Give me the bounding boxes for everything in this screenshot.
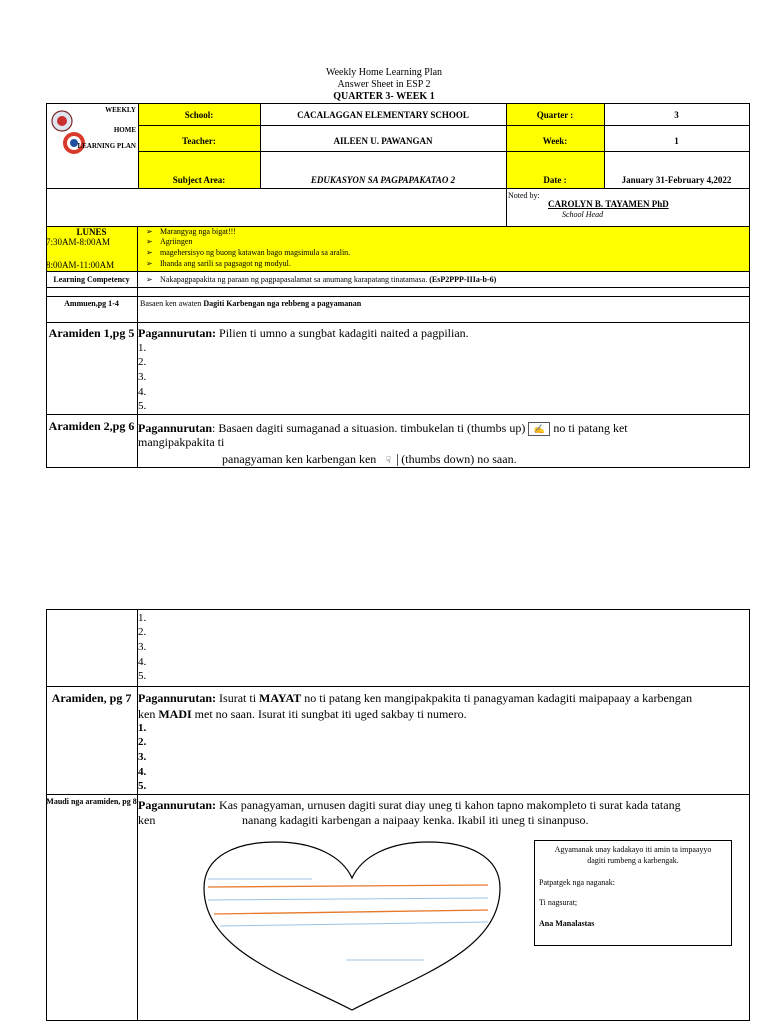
day-label: LUNES xyxy=(76,227,107,237)
aramiden1-instruction: Pagannurutan: Pilien ti umno a sungbat kadagiti naited a pagpilian. xyxy=(138,326,469,340)
school-head-title: School Head xyxy=(562,210,604,219)
maudi-instruction-cont: nanang kadagiti karbengan a naipaay kenka. Ikabil iti uneg ti sinanpuso. xyxy=(242,813,589,827)
header-line-1: Weekly Home Learning Plan xyxy=(325,67,443,78)
answer-number: 5. xyxy=(138,400,147,412)
heart-shape xyxy=(196,838,508,1014)
ammuen-text: Basaen ken awaten Dagiti Karbengan nga rebbeng a pagyamanan xyxy=(140,299,362,308)
subject-label: Subject Area: xyxy=(172,175,226,185)
answer-number: 1. xyxy=(138,342,147,354)
letter-line-2: dagiti rumbeng a karbengak. xyxy=(587,856,679,865)
letter-signature: Ana Manalastas xyxy=(539,919,595,928)
aramiden2-instruction-line3: panagyaman ken karbengan ken ☟ (thumbs down) no saan. xyxy=(222,452,517,466)
aramiden2-label: Aramiden 2,pg 6 xyxy=(48,419,135,433)
header-line-3: QUARTER 3- WEEK 1 xyxy=(333,91,435,102)
thumbs-down-icon: ☟ xyxy=(379,454,398,466)
header-line-2: Answer Sheet in ESP 2 xyxy=(337,79,431,90)
thumbs-up-icon: ✍ xyxy=(528,422,550,436)
logo-word-weekly: WEEKLY xyxy=(105,106,136,114)
answer-number: 2. xyxy=(138,356,147,368)
quarter-label: Quarter : xyxy=(536,110,574,120)
letter-line-1: Agyamanak unay kadakayo iti amin ta impaayyo xyxy=(554,845,712,854)
noted-by-label: Noted by: xyxy=(508,191,540,200)
time-slot-1: 7:30AM-8:00AM xyxy=(46,237,111,247)
answer-number: 4. xyxy=(138,656,147,668)
aramiden2-instruction: Pagannurutan: Basaen dagiti sumaganad a situasion. timbukelan ti (thumbs up) ✍ no ti patang ket xyxy=(138,421,628,435)
answer-number: 5. xyxy=(138,780,147,792)
schedule-item: ➢ Marangyag nga bigat!!! xyxy=(146,227,236,236)
aramiden2-instruction-cont: mangipakpakita ti xyxy=(138,435,225,449)
answer-number: 5. xyxy=(138,670,147,682)
maudi-instruction: Pagannurutan: Kas panagyaman, urnusen dagiti surat diay uneg ti kahon tapno makompleto ti surat kada tatang xyxy=(138,798,681,812)
competency-text: ➢ Nakapagpapakita ng paraan ng pagpapasalamat sa anumang karapatang tinatamasa. (EsP2PPP-IIIa-b-6) xyxy=(146,275,497,284)
teacher-value: AILEEN U. PAWANGAN xyxy=(333,136,433,146)
aramiden1-label: Aramiden 1,pg 5 xyxy=(48,326,135,340)
subject-value: EDUKASYON SA PAGPAPAKATAO 2 xyxy=(310,175,456,185)
maudi-instruction-ken: ken xyxy=(138,813,156,827)
schedule-item: ➢ magehersisyo ng buong katawan bago magsimula sa aralin. xyxy=(146,248,351,257)
logo-word-home: HOME xyxy=(113,126,136,134)
time-slot-2: 8:00AM-11:00AM xyxy=(46,260,115,270)
answer-number: 3. xyxy=(138,371,147,383)
answer-number: 2. xyxy=(138,626,147,638)
letter-line-3: Patpatgek nga naganak: xyxy=(539,878,615,887)
maudi-label: Maudi nga aramiden, pg 8 xyxy=(46,797,137,806)
aramiden-pg7-instruction: Pagannurutan: Isurat ti MAYAT no ti patang ken mangipakpakita ti panagyaman kadagiti maipapaay a karbengan ken MADI met no saan. Isurat iti sungbat iti uged sakbay ti numero. xyxy=(138,691,693,721)
school-label: School: xyxy=(184,110,214,120)
date-label: Date : xyxy=(543,175,567,185)
school-head-name: CAROLYN B. TAYAMEN PhD xyxy=(548,199,669,209)
ammuen-label: Ammuen,pg 1-4 xyxy=(64,299,119,308)
schedule-item: ➢ Agriingen xyxy=(146,237,193,246)
week-label: Week: xyxy=(542,136,568,146)
logo-word-plan: LEARNING PLAN xyxy=(77,142,136,150)
quarter-value: 3 xyxy=(674,110,679,120)
answer-number: 3. xyxy=(138,751,147,763)
aramiden-pg7-label: Aramiden, pg 7 xyxy=(51,691,132,705)
date-value: January 31-February 4,2022 xyxy=(621,175,732,185)
letter-line-4: Ti nagsurat; xyxy=(539,898,578,907)
schedule-item: ➢ Ihanda ang sarili sa pagsagot ng modyul. xyxy=(146,259,291,268)
answer-number: 3. xyxy=(138,641,147,653)
competency-label: Learning Competency xyxy=(53,275,130,284)
teacher-label: Teacher: xyxy=(182,136,216,146)
answer-number: 4. xyxy=(138,386,147,398)
answer-number: 1. xyxy=(138,612,147,624)
answer-number: 4. xyxy=(138,766,147,778)
answer-number: 2. xyxy=(138,736,147,748)
week-value: 1 xyxy=(674,136,679,146)
answer-number: 1. xyxy=(138,722,147,734)
school-value: CACALAGGAN ELEMENTARY SCHOOL xyxy=(297,110,469,120)
